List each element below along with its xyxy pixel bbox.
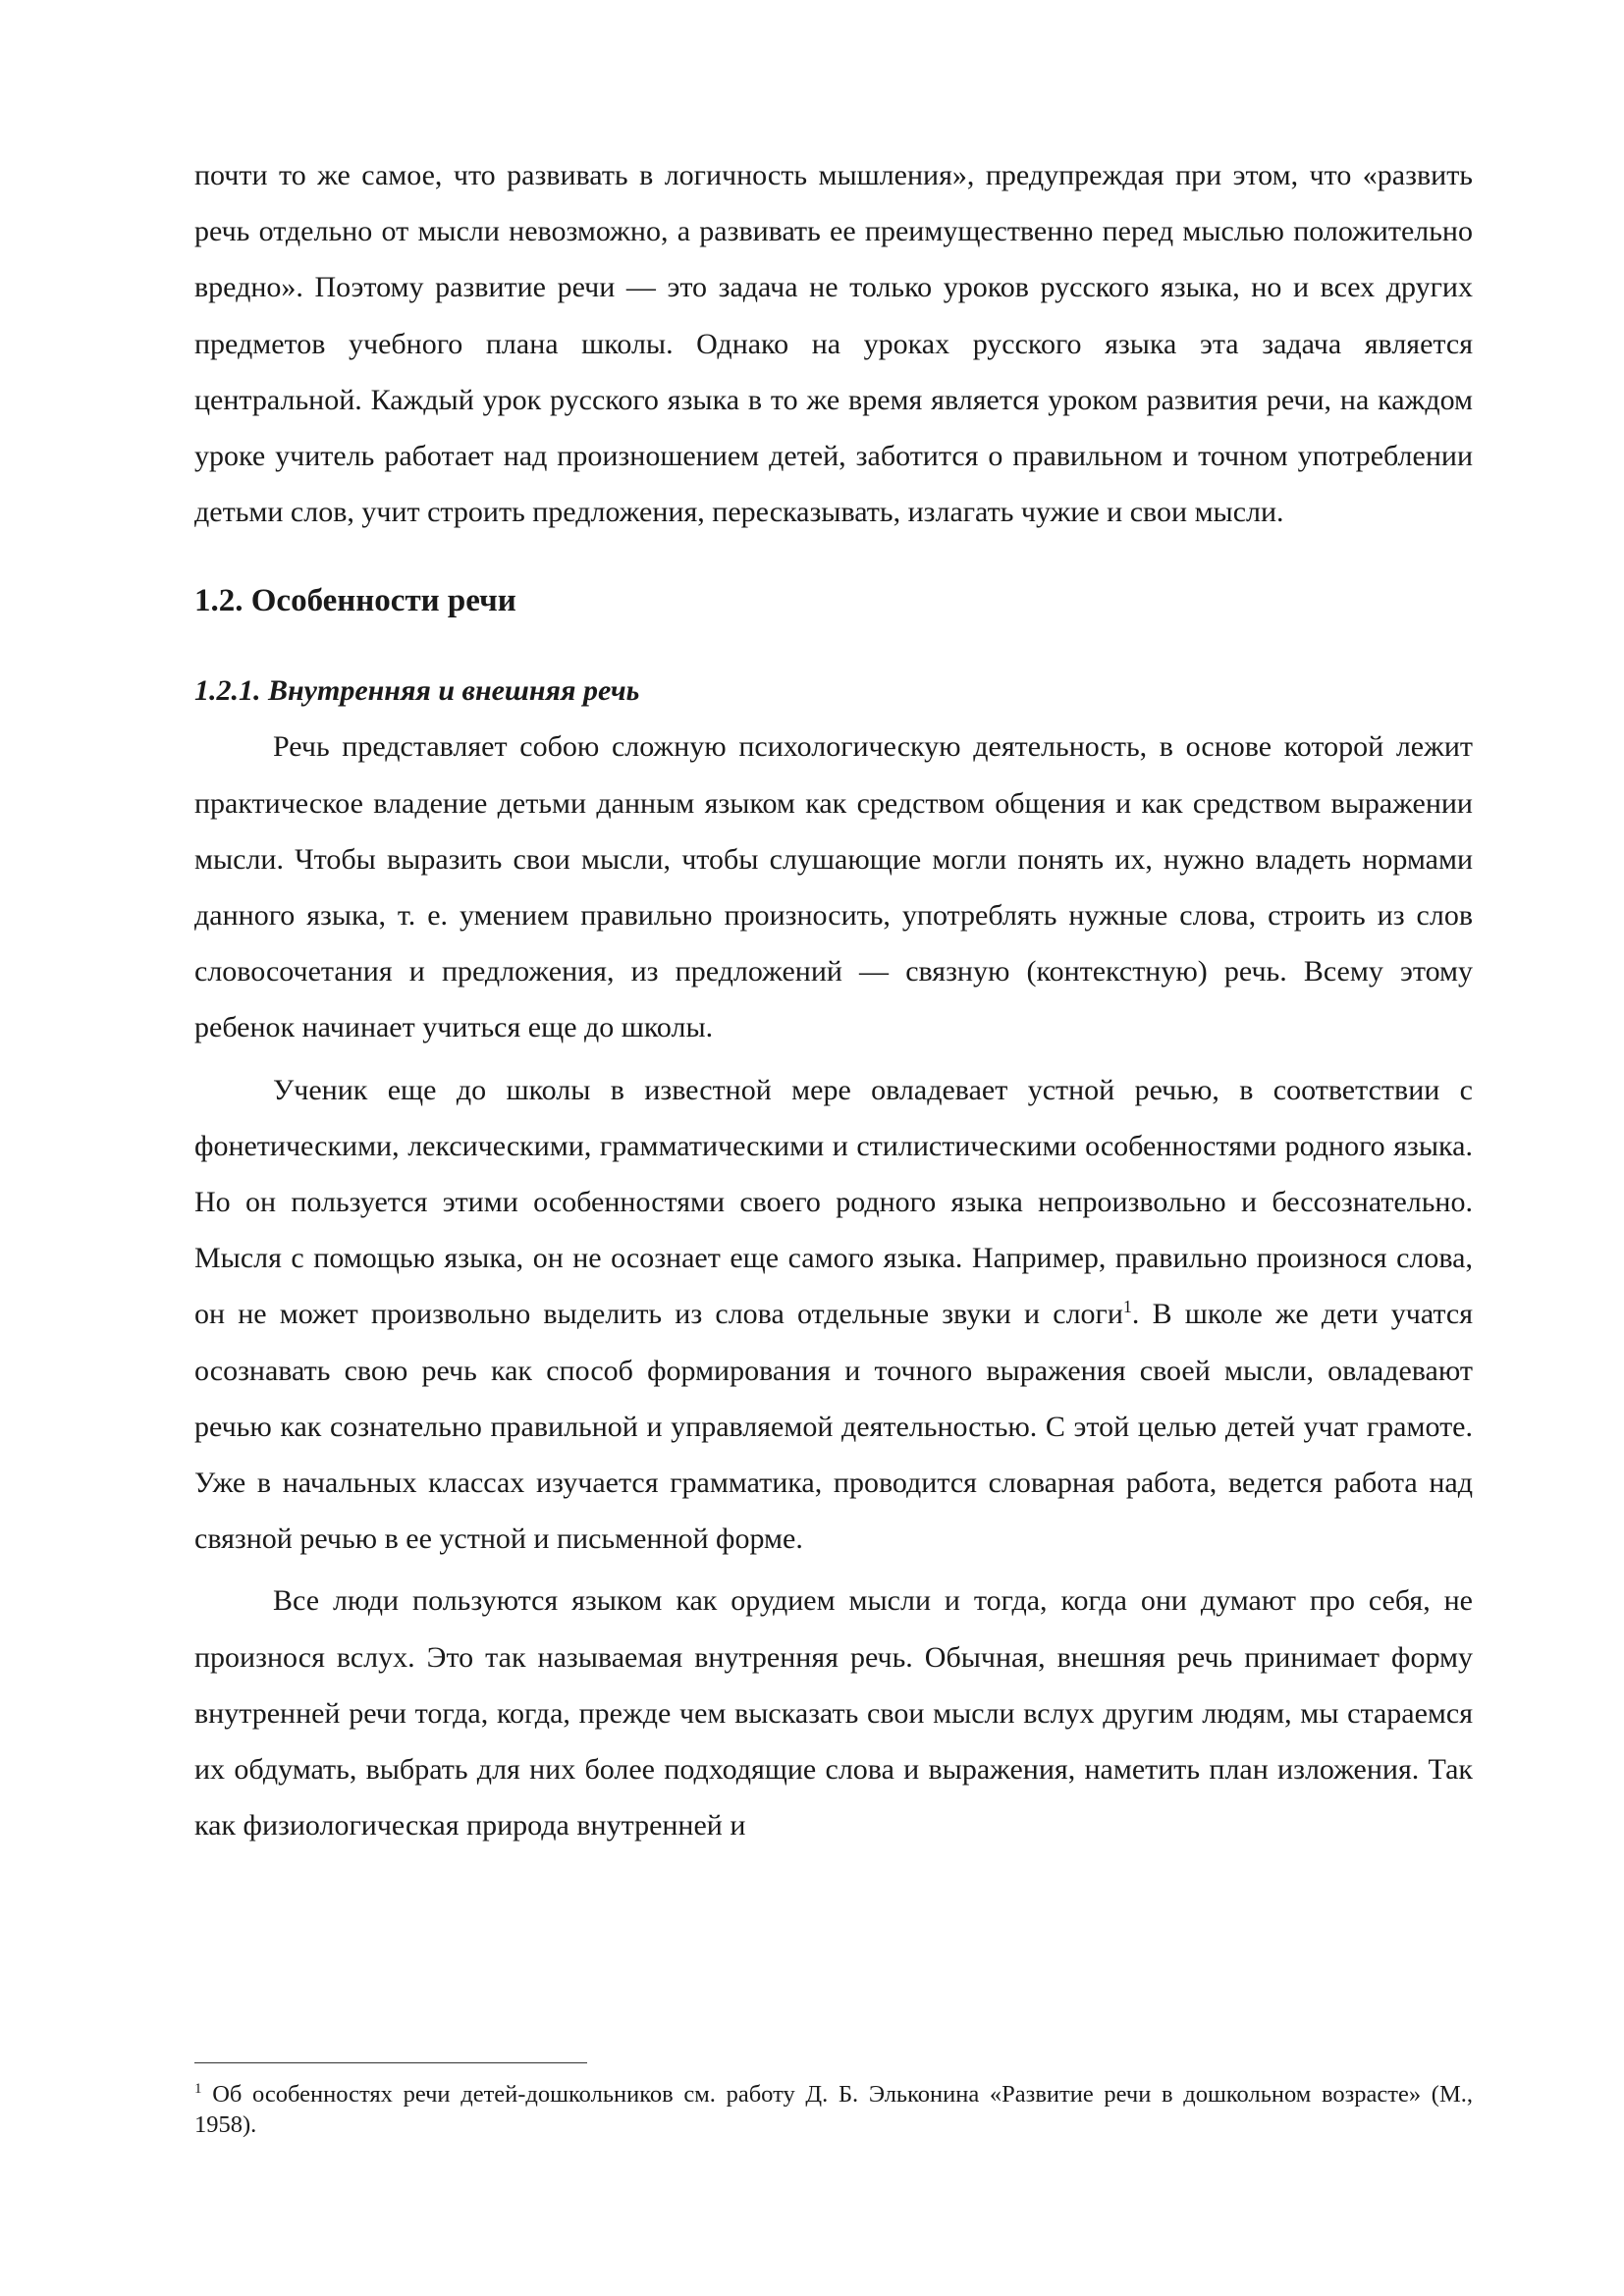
- document-page: [194, 147, 1473, 1853]
- footnote-reference: 1: [1122, 1297, 1132, 1317]
- section-heading: 1.2. Особенности речи: [194, 583, 516, 619]
- footnote: [194, 2079, 1473, 2140]
- subsection-heading: 1.2.1. Внутренняя и внешняя речь: [194, 674, 640, 708]
- footnote-text: Об особенностях речи детей-дошкольников см. работу Д. Б. Эльконина «Развитие речи в дошкольном возрасте» (М., 1958).: [194, 2081, 1473, 2138]
- paragraph-2-text-end: . В школе же дети учатся осознавать свою речь как способ формирования и точного выражения своей мысли, овладевают речью как сознательно правильной и управляемой деятельностью. С этой целью детей учат грамоте. Уже в начальных классах изучается грамматика, проводится словарная работа, ведется работа над связной речью в ее устной и письменной форме.: [194, 1298, 1473, 1556]
- intro-paragraph: почти то же самое, что развивать в логичность мышления», предупреждая при этом, что «развить речь отдельно от мысли невозможно, а развивать ее преимущественно перед мыслью положительно вредно». Поэтому развитие речи — это задача не только уроков русского языка, но и всех других предметов учебного плана школы. Однако на уроках русского языка эта задача является центральной. Каждый урок русского языка в то же время является уроком развития речи, на каждом уроке учитель работает над произношением детей, заботится о правильном и точном употреблении детьми слов, учит строить предложения, пересказывать, излагать чужие и свои мысли.: [194, 159, 1473, 529]
- footnote-separator: [194, 2062, 587, 2063]
- footnote-number: 1: [194, 2080, 202, 2097]
- body-paragraph-1: Речь представляет собою сложную психологическую деятельность, в основе которой лежит практическое владение детьми данным языком как средством общения и как средством выражении мысли. Чтобы выразить свои мысли, чтобы слушающие могли понять их, нужно владеть нормами данного языка, т. е. умением правильно произносить, употреблять нужные слова, строить из слов словосочетания и предложения, из предложений — связную (контекстную) речь. Всему этому ребенок начинает учиться еще до школы.: [194, 730, 1473, 1044]
- paragraph-2-text-start: Ученик еще до школы в известной мере овладевает устной речью, в соответствии с фонетическими, лексическими, грамматическими и стилистическими особенностями родного языка. Но он пользуется этими особенностями своего родного языка непроизвольно и бессознательно. Мысля с помощью языка, он не осознает еще самого языка. Например, правильно произнося слова, он не может произвольно выделить из слова отдельные звуки и слоги: [194, 1073, 1473, 1331]
- body-paragraph-2: [194, 1062, 1473, 1568]
- body-paragraph-3: Все люди пользуются языком как орудием мысли и тогда, когда они думают про себя, не произнося вслух. Это так называемая внутренняя речь. Обычная, внешняя речь принимает форму внутренней речи тогда, когда, прежде чем высказать свои мысли вслух другим людям, мы стараемся их обдумать, выбрать для них более подходящие слова и выражения, наметить план изложения. Так как физиологическая природа внутренней и: [194, 1584, 1473, 1842]
